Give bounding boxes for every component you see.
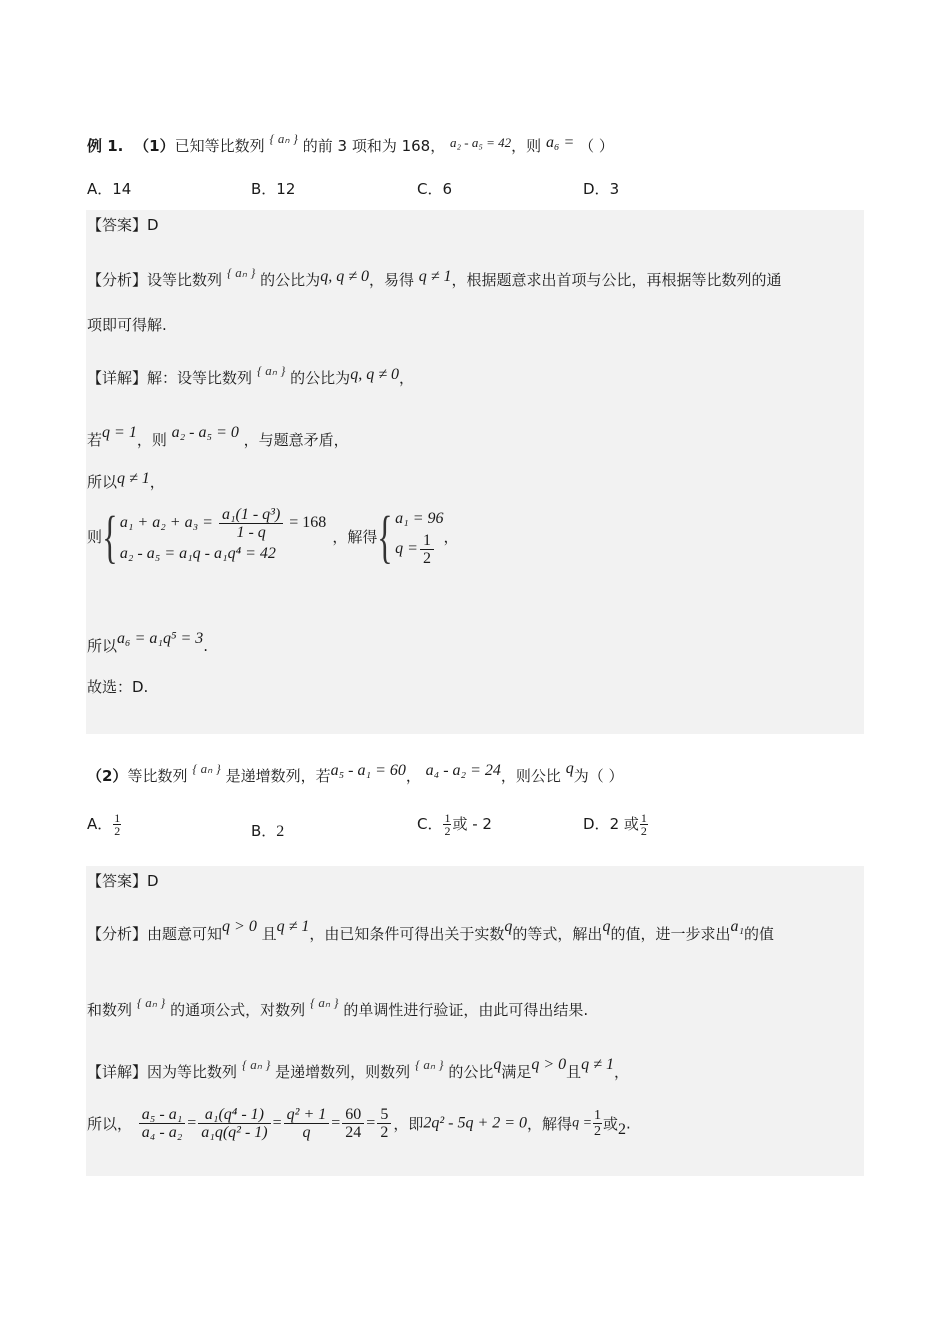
analysis-line-1 <box>87 916 774 945</box>
formula: a₁ <box>730 918 745 935</box>
option-value: 2 <box>276 823 285 840</box>
detail-line-4 <box>87 628 208 657</box>
text: 所以 <box>87 637 118 655</box>
detail-line-2 <box>87 1106 631 1141</box>
detail-line-2 <box>87 422 349 451</box>
text: 且 <box>261 925 277 943</box>
option-key: D． <box>583 815 610 833</box>
option-value: 或 - 2 <box>452 815 492 833</box>
fraction <box>139 1106 185 1141</box>
text: ， <box>613 1063 629 1081</box>
answer-label: 【答案】 <box>87 216 148 234</box>
formula: q > 0 <box>531 1056 567 1073</box>
formula: q <box>602 918 611 935</box>
numerator: a₁(q⁴ - 1) <box>198 1106 270 1124</box>
formula: q > 0 <box>222 918 257 935</box>
text: 的公比为 <box>290 369 351 387</box>
sequence-symbol: { aₙ } <box>136 995 166 1010</box>
formula: q <box>565 760 574 777</box>
option-key: B． <box>251 822 277 840</box>
sequence-symbol: { aₙ } <box>309 995 339 1010</box>
system-row-1 <box>120 506 326 541</box>
option-key: B． <box>251 180 277 198</box>
answer-value: D <box>147 216 159 234</box>
fraction <box>198 1106 270 1141</box>
fraction <box>342 1106 364 1141</box>
text: 设等比数列 <box>147 271 223 289</box>
formula: a₁ + a₂ + a₃ = <box>119 514 213 532</box>
numerator: 1 <box>594 1108 602 1123</box>
left-brace-icon: { <box>102 503 118 569</box>
analysis-line-1 <box>87 262 782 291</box>
text: 已知等比数列 <box>174 137 265 155</box>
denominator: 2 <box>640 824 647 838</box>
text: 则 <box>87 528 103 546</box>
formula: q = 1 <box>102 424 137 441</box>
text: 由题意可知 <box>147 925 223 943</box>
option-b[interactable] <box>251 178 295 200</box>
option-a[interactable] <box>87 178 131 200</box>
detail-label: 【详解】 <box>87 1063 148 1081</box>
sequence-symbol: { aₙ } <box>269 131 298 146</box>
fraction <box>284 1106 330 1141</box>
option-a[interactable] <box>87 812 122 837</box>
option-b[interactable] <box>251 820 284 843</box>
equals-sign: = <box>187 1114 197 1132</box>
numerator: q² + 1 <box>284 1106 330 1124</box>
text: ，与题意矛盾， <box>243 431 349 449</box>
left-brace-icon: { <box>377 503 393 569</box>
option-value: 14 <box>112 180 132 198</box>
sequence-symbol: { aₙ } <box>241 1057 271 1072</box>
sequence-symbol: { aₙ } <box>226 265 256 280</box>
option-key: D． <box>583 180 610 198</box>
sequence-symbol: { aₙ } <box>256 363 286 378</box>
option-key: A． <box>87 815 113 833</box>
formula: q <box>493 1056 502 1073</box>
text: ，根据题意求出首项与公比，再根据等比数列的通 <box>451 271 782 289</box>
formula: a₂ - a₅ = 0 <box>171 424 239 441</box>
numerator: 1 <box>444 811 451 825</box>
text: 的公比 <box>448 1063 494 1081</box>
fraction <box>640 812 648 837</box>
denominator: 1 - q <box>236 524 266 541</box>
fraction <box>219 506 283 541</box>
system-row-1: a₁ = 96 <box>395 510 444 527</box>
text: 的单调性进行验证，由此可得出结果. <box>343 1001 589 1019</box>
formula: a₅ - a₁ = 60 <box>330 762 406 779</box>
text: . <box>203 637 209 655</box>
problem-1-statement <box>87 128 614 157</box>
system-row-2: a₂ - a₅ = a₁q - a₁q⁴ = 42 <box>119 545 276 562</box>
text: 的前 3 项和为 168， <box>302 137 446 155</box>
denominator: 2 <box>380 1124 389 1141</box>
text: ，解得 <box>527 1115 573 1133</box>
analysis-label: 【分析】 <box>87 271 148 289</box>
option-key: C． <box>417 815 443 833</box>
detail-line-system <box>87 503 459 569</box>
text: ， <box>149 473 165 491</box>
option-key: A． <box>87 180 113 198</box>
option-d[interactable] <box>583 178 619 200</box>
text: ，则公比 <box>500 767 561 785</box>
formula: = 168 <box>289 514 327 532</box>
formula: q = <box>572 1115 593 1131</box>
denominator: 24 <box>345 1124 362 1141</box>
solution-1-box <box>86 210 864 734</box>
ask-formula: a₆ = <box>545 134 575 151</box>
blank-parens: （ ） <box>579 137 614 155</box>
part-label: （2） <box>87 767 128 785</box>
text: 的值 <box>744 925 775 943</box>
analysis-line-2 <box>87 992 588 1021</box>
sequence-symbol: { aₙ } <box>192 761 221 776</box>
equals-sign: = <box>272 1114 282 1132</box>
detail-line-1 <box>87 360 414 389</box>
formula: q ≠ 1 <box>117 470 150 487</box>
fraction <box>377 1106 391 1141</box>
denominator: 2 <box>444 824 451 838</box>
text: 或 <box>603 1115 619 1133</box>
text: 满足 <box>501 1063 532 1081</box>
option-d[interactable] <box>583 812 649 837</box>
blank-parens: 为（ ） <box>573 767 624 785</box>
text: ，易得 <box>368 271 414 289</box>
text: 所以 <box>87 473 118 491</box>
text: 的等式，解出 <box>512 925 603 943</box>
equation-system <box>120 506 326 567</box>
formula: q = <box>395 540 418 558</box>
option-value: 2 或 <box>609 815 639 833</box>
denominator: 2 <box>422 550 431 567</box>
numerator: 1 <box>640 811 647 825</box>
text: ，则 <box>136 431 167 449</box>
denominator: q <box>302 1124 311 1141</box>
numerator: a₅ - a₁ <box>139 1106 185 1124</box>
denominator: 2 <box>594 1124 602 1139</box>
text: 是递增数列，若 <box>225 767 331 785</box>
denominator: 2 <box>114 824 121 838</box>
numerator: 5 <box>377 1106 391 1124</box>
analysis-line-2 <box>87 314 167 336</box>
equals-sign: = <box>366 1114 376 1132</box>
example-label: 例 1. <box>87 137 124 155</box>
option-value: 6 <box>442 180 453 198</box>
formula: q <box>504 918 513 935</box>
answer-line <box>87 214 159 236</box>
sequence-symbol: { aₙ } <box>414 1057 444 1072</box>
detail-line-5 <box>87 676 148 698</box>
text: . <box>626 1114 631 1133</box>
option-c[interactable] <box>417 812 492 837</box>
text: ，则 <box>511 137 542 155</box>
text: ，即 <box>393 1115 424 1133</box>
text: ，解得 <box>332 528 378 546</box>
fraction <box>113 812 121 837</box>
text: ，由已知条件可得出关于实数 <box>309 925 505 943</box>
fraction <box>593 1108 602 1139</box>
numerator: 1 <box>114 811 121 825</box>
text: 因为等比数列 <box>147 1063 238 1081</box>
option-value: 3 <box>609 180 620 198</box>
part-label: （1） <box>134 137 175 155</box>
text: 若 <box>87 431 103 449</box>
analysis-label: 【分析】 <box>87 925 148 943</box>
answer-line <box>87 870 159 892</box>
solution-2-box <box>86 866 864 1176</box>
option-c[interactable] <box>417 178 452 200</box>
text: ， <box>405 767 421 785</box>
equals-sign: = <box>331 1114 341 1132</box>
ratio-neq-formula: q ≠ 1 <box>418 268 452 285</box>
text: 是递增数列，则数列 <box>275 1063 411 1081</box>
formula: q ≠ 1 <box>276 918 310 935</box>
text: ， <box>443 528 459 546</box>
option-value: 12 <box>276 180 296 198</box>
detail-label: 【详解】 <box>87 369 148 387</box>
fraction <box>443 812 451 837</box>
text: 且 <box>566 1063 582 1081</box>
numerator: a₁(1 - q³) <box>219 506 283 524</box>
text: ， <box>398 369 414 387</box>
formula: 2 <box>618 1121 627 1138</box>
ratio-formula: q, q ≠ 0 <box>350 366 399 383</box>
ratio-formula: q, q ≠ 0 <box>320 268 369 285</box>
denominator: a₄ - a₂ <box>141 1124 183 1141</box>
denominator: a₁q(q² - 1) <box>201 1124 268 1141</box>
detail-line-1 <box>87 1054 629 1083</box>
text: 和数列 <box>87 1001 133 1019</box>
text: 项即可得解. <box>87 316 167 334</box>
detail-line-3 <box>87 468 165 493</box>
option-key: C． <box>417 180 443 198</box>
answer-label: 【答案】 <box>87 872 148 890</box>
formula: a₄ - a₂ = 24 <box>425 762 501 779</box>
system-row-2 <box>395 532 443 567</box>
text: 故选：D. <box>87 678 149 696</box>
formula: q ≠ 1 <box>581 1056 614 1073</box>
text: 解：设等比数列 <box>147 369 253 387</box>
formula: 2q² - 5q + 2 = 0 <box>423 1114 528 1132</box>
text: 等比数列 <box>127 767 188 785</box>
text: 的通项公式，对数列 <box>170 1001 306 1019</box>
text: 的值，进一步求出 <box>610 925 731 943</box>
answer-value: D <box>147 872 159 890</box>
text: 所以， <box>87 1115 133 1133</box>
solution-system <box>395 506 443 567</box>
text: 的公比为 <box>260 271 321 289</box>
fraction <box>420 532 434 567</box>
condition-formula: a₂ - a₅ = 42 <box>450 135 512 150</box>
formula: a₆ = a₁q⁵ = 3 <box>117 630 204 647</box>
problem-2-statement <box>87 758 623 787</box>
numerator: 60 <box>342 1106 364 1124</box>
numerator: 1 <box>420 532 434 550</box>
